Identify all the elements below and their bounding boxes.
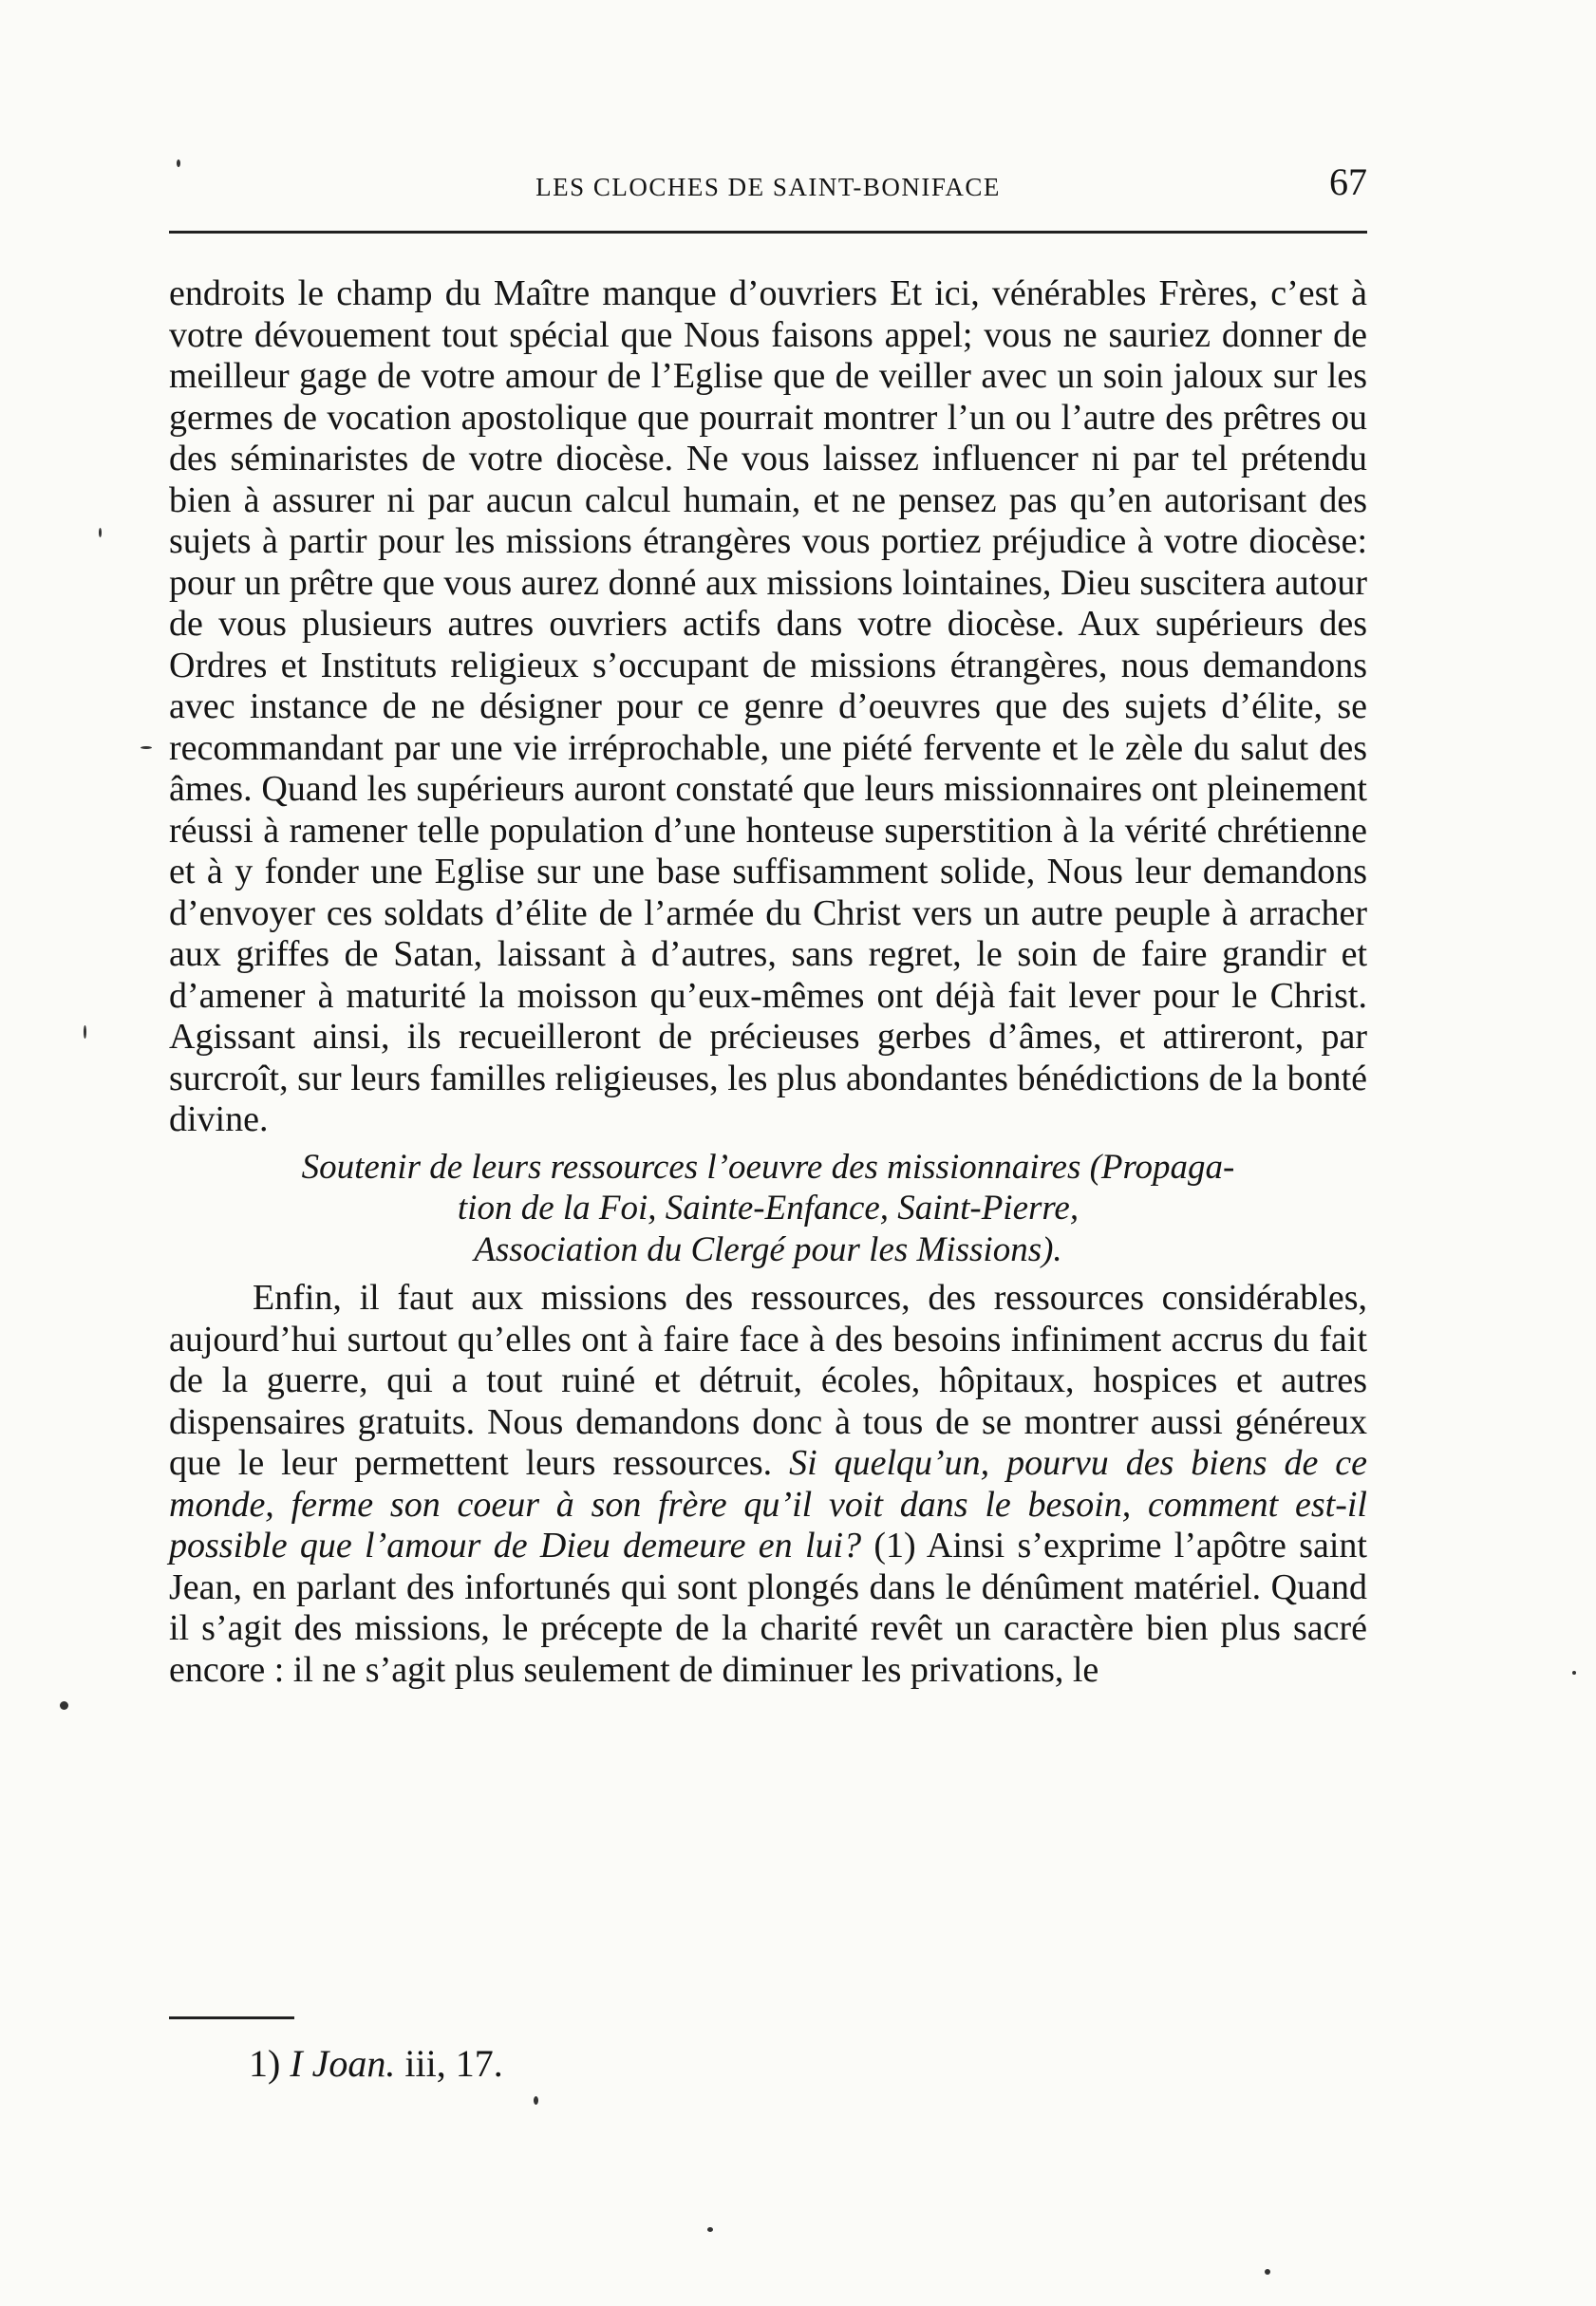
footnote-reference: I Joan. [290,2042,396,2085]
speck [141,746,152,749]
paragraph-2 [169,1278,1367,1691]
page-number: 67 [1329,160,1367,203]
header-rule [169,231,1367,234]
speck [177,159,180,167]
section-heading [169,1147,1367,1271]
paragraph-1: endroits le champ du Maître manque d’ouvriers Et ici, vénérables Frères, c’est à votre dévouement tout spécial que Nous faisons appel; vous ne sauriez donner de meilleur gage de votre amour de l’Eglise que de veiller avec un soin jaloux sur les germes de vocation apostolique que pourrait montrer l’un ou l’autre des prêtres ou des séminaristes de votre diocèse. Ne vous laissez influencer ni par tel prétendu bien à assurer ni par aucun calcul humain, et ne pensez pas qu’en autorisant des sujets à partir pour les missions étrangères vous portiez préjudice à votre diocèse: pour un prêtre que vous aurez donné aux missions lointaines, Dieu suscitera autour de vous plusieurs autres ouvriers actifs dans votre diocèse. Aux supérieurs des Ordres et Instituts religieux s’occupant de missions étrangères, nous demandons avec instance de ne désigner pour ce genre d’oeuvres que des sujets d’élite, se recommandant par une vie irréprochable, une piété fervente et le zèle du salut des âmes. Quand les supérieurs auront constaté que leurs missionnaires ont pleinement réussi à ramener telle population d’une honteuse superstition à la vérité chrétienne et à y fonder une Eglise sur une base suffisamment solide, Nous leur demandons d’envoyer ces soldats d’élite de l’armée du Christ vers un autre peuple à arracher aux griffes de Satan, laissant à d’autres, sans regret, le soin de faire grandir et d’amener à maturité la moisson qu’eux-mêmes ont déjà fait lever pour le Christ. Agissant ainsi, ils recueilleront de précieuses gerbes d’âmes, et attireront, par surcroît, sur leurs familles religieuses, les plus abondantes bénédictions de la bonté divine. [169,273,1367,1139]
running-title: LES CLOCHES DE SAINT-BONIFACE [535,173,1001,201]
section-heading-line-1: Soutenir de leurs ressources l’oeuvre des missionnaires (Propaga- [301,1147,1235,1187]
footnote-marker: 1) [249,2042,281,2085]
speck [60,1701,68,1710]
speck [1265,2269,1270,2275]
body-text [169,273,1367,1691]
page-header [169,159,1367,216]
speck [707,2227,713,2232]
scripture-quote: Si quelqu’un, pourvu des biens de ce monde, ferme son coeur à son frère qu’il voit dans le besoin, comment est-il possible que l’amour de Dieu demeure en lui? [169,1443,1367,1565]
footnote-reference-rest: iii, 17. [395,2042,503,2085]
speck [1572,1671,1576,1675]
paragraph-2-end: (1) Ainsi s’exprime l’apôtre saint Jean, en parlant des infortunés qui sont plongés dans le dénûment matériel. Quand il s’agit des missions, le précepte de la charité revêt un caractère bien plus sacré encore : il ne s’agit plus seulement de diminuer les privations, le [169,1526,1367,1690]
paragraph-2-start: Enfin, il faut aux missions des ressources, des ressources considérables, aujourd’hui surtout qu’elles ont à faire face à des besoins infiniment accrus du fait de la guerre, qui a tout ruiné et détruit, écoles, hôpitaux, hospices et autres dispensaires gratuits. Nous demandons donc à tous de se montrer aussi généreux que le leur permettent leurs ressources. [169,1278,1367,1483]
footnote-rule [169,2016,294,2019]
speck [84,1025,86,1039]
section-heading-line-3: Association du Clergé pour les Missions). [474,1229,1062,1269]
section-heading-line-2: tion de la Foi, Sainte-Enfance, Saint-Pierre, [457,1189,1080,1228]
speck [99,528,102,537]
footnote [249,2041,503,2086]
speck [534,2096,538,2105]
